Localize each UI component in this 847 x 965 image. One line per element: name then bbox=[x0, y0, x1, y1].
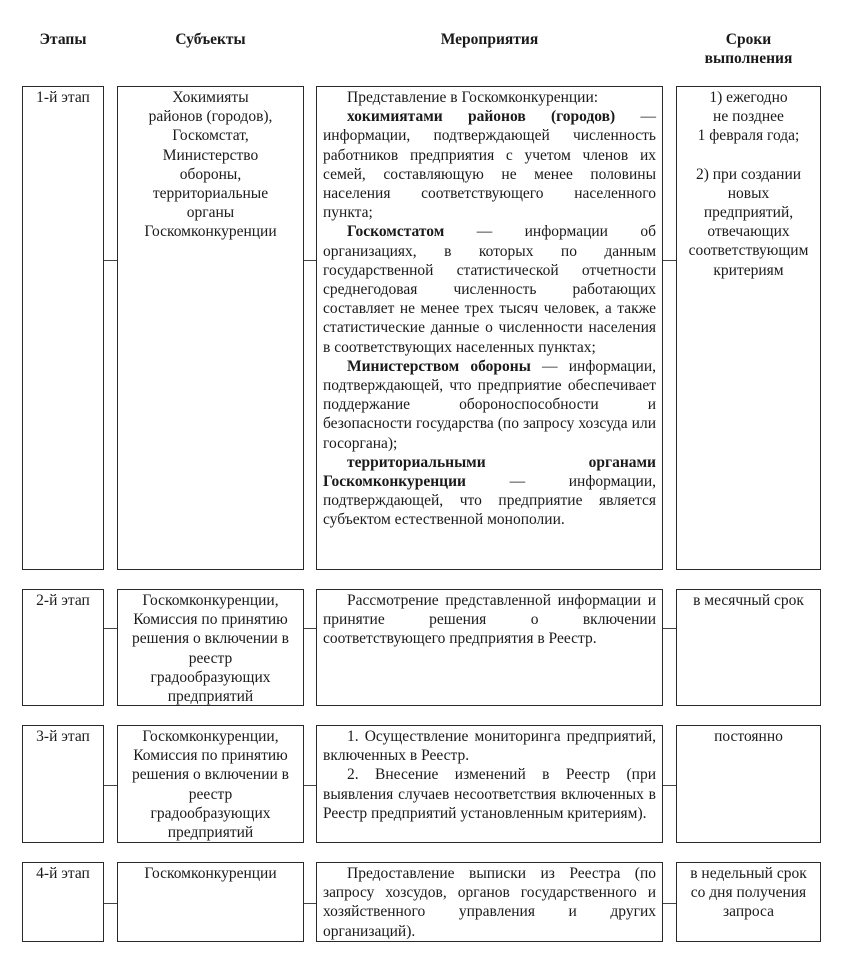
measures-1-item-actor: хокимиятами районов (городов) bbox=[347, 108, 616, 126]
subject-2-line: решения о включении в bbox=[132, 630, 289, 648]
subject-1-line: Госкомконкуренции bbox=[144, 223, 277, 241]
connector-measures4-deadline4 bbox=[663, 903, 676, 904]
subject-4-box bbox=[117, 862, 304, 942]
deadline-1-box bbox=[676, 86, 821, 570]
subject-2-line: предприятий bbox=[167, 688, 254, 706]
deadline-3-text: постоянно bbox=[714, 728, 783, 745]
deadline-4-line: в недельный срок bbox=[690, 865, 807, 882]
subject-2-line: Комиссия по принятию bbox=[133, 611, 288, 629]
stage-2-box bbox=[22, 589, 104, 706]
subject-1-box bbox=[117, 86, 304, 570]
stage-3-box bbox=[22, 725, 104, 843]
stage-4-box bbox=[22, 862, 104, 942]
deadline-4-line: запроса bbox=[723, 903, 774, 921]
header-subjects: Субъекты bbox=[175, 31, 246, 48]
connector-stage2-subject2 bbox=[104, 628, 117, 629]
measures-1-box bbox=[316, 86, 663, 570]
measures-4-text: Предоставление выписки из Реестра (по запросу хозсудов, органов государственного и хозяйственного управления и других организаций). bbox=[323, 865, 656, 940]
measures-1-intro: Представление в Госкомконкуренции: bbox=[347, 89, 599, 106]
measures-3-item: 1. Осуществление мониторинга предприятий, включенных в Реестр. bbox=[323, 728, 656, 765]
subject-2-line: реестр bbox=[188, 649, 233, 667]
subject-3-line: реестр bbox=[188, 785, 233, 803]
stage-3-label: 3-й этап bbox=[36, 728, 90, 745]
measures-1-item bbox=[323, 222, 656, 356]
header-measures: Мероприятия bbox=[440, 31, 539, 48]
stage-4-label: 4-й этап bbox=[36, 865, 90, 882]
deadline-1-line: 2) при создании bbox=[695, 165, 802, 183]
header-deadlines-line2: выполнения bbox=[704, 50, 793, 67]
measures-1-item-text: — информации об организациях, в которых по данным государственной статистической отчетности среднегодовая численность работающих составляет не менее трех тысяч человек, а также статистические данные о численности населения в соответствующих населенных пунктах; bbox=[323, 223, 656, 356]
subject-1-line: Хокимияты bbox=[172, 89, 249, 106]
measures-3-box bbox=[316, 725, 663, 843]
header-deadlines bbox=[676, 30, 821, 68]
connector-measures3-deadline3 bbox=[663, 785, 676, 786]
deadline-1-line: критериям bbox=[713, 261, 784, 279]
subject-2-line: градообразующих bbox=[150, 668, 271, 686]
subject-1-line: обороны, bbox=[179, 165, 242, 183]
header-stages: Этапы bbox=[39, 31, 87, 48]
deadline-4-box bbox=[676, 862, 821, 942]
connector-subject4-measures4 bbox=[304, 903, 316, 904]
deadline-2-box bbox=[676, 589, 821, 706]
connector-stage3-subject3 bbox=[104, 785, 117, 786]
measures-1-item-text: — информации, подтверждающей численность работников предприятия с учетом членов их семей, составляющую не менее половины населения соответствующего населенного пункта; bbox=[323, 108, 656, 222]
measures-1-item bbox=[323, 453, 656, 530]
measures-1-item bbox=[323, 107, 656, 222]
connector-stage1-subject1 bbox=[104, 260, 117, 261]
connector-subject3-measures3 bbox=[304, 785, 316, 786]
subject-1-line: районов (городов), bbox=[148, 108, 273, 126]
subject-3-line: градообразующих bbox=[150, 804, 271, 822]
subject-2-box bbox=[117, 589, 304, 706]
measures-1-item-actor: Госкомстатом bbox=[347, 223, 445, 241]
deadline-1-line: предприятий, bbox=[703, 204, 794, 222]
measures-3-item: 2. Внесение изменений в Реестр (при выявления случаев несоответствия включенных в Реестр предприятий установленным критериям). bbox=[323, 766, 656, 822]
subject-2-line: Госкомконкуренции, bbox=[142, 592, 279, 609]
subject-3-line: предприятий bbox=[167, 824, 254, 842]
subject-3-line: решения о включении в bbox=[132, 766, 289, 784]
connector-stage4-subject4 bbox=[104, 903, 117, 904]
measures-2-box bbox=[316, 589, 663, 706]
connector-measures1-deadline1 bbox=[663, 260, 676, 261]
subject-3-line: Госкомконкуренции, bbox=[142, 728, 279, 745]
subject-1-line: Госкомстат, bbox=[172, 127, 249, 145]
measures-1-item bbox=[323, 357, 656, 453]
stage-1-label: 1-й этап bbox=[36, 89, 90, 106]
deadline-1-line: соответствующим bbox=[688, 242, 809, 260]
subject-1-line: органы bbox=[186, 204, 235, 222]
connector-subject2-measures2 bbox=[304, 628, 316, 629]
deadline-2-text: в месячный срок bbox=[693, 592, 804, 609]
measures-1-item-text: — информации, подтверждающей, что предприятие является субъектом естественной монополии. bbox=[323, 473, 656, 529]
measures-1-item-actor: территориальными органами Госкомконкуренции bbox=[323, 453, 656, 491]
subject-3-box bbox=[117, 725, 304, 843]
deadline-1-line: отвечающих bbox=[707, 223, 790, 241]
deadline-3-box bbox=[676, 725, 821, 843]
connector-subject1-measures1 bbox=[304, 260, 316, 261]
subject-1-line: территориальные bbox=[152, 185, 269, 203]
measures-1-item-text: — информации, подтверждающей, что предприятие обеспечивает поддержание обороноспособности и безопасности государства (по запросу хозсуда или госоргана); bbox=[323, 357, 656, 452]
deadline-1-line: не позднее bbox=[713, 108, 784, 126]
deadline-1-line: новых bbox=[727, 184, 770, 202]
measures-2-text: Рассмотрение представленной информации и принятие решения о включении соответствующего предприятия в Реестр. bbox=[323, 592, 656, 648]
deadline-1-line: 1) ежегодно bbox=[709, 89, 788, 106]
header-deadlines-line1: Сроки bbox=[725, 31, 772, 48]
measures-1-item-actor: Министерством обороны bbox=[347, 357, 531, 375]
stage-2-label: 2-й этап bbox=[36, 592, 90, 609]
deadline-1-line: 1 февраля года; bbox=[697, 127, 800, 145]
subject-3-line: Комиссия по принятию bbox=[133, 747, 288, 765]
connector-measures2-deadline2 bbox=[663, 628, 676, 629]
subject-1-line: Министерство bbox=[162, 146, 259, 164]
subject-4-line: Госкомконкуренции bbox=[144, 865, 277, 882]
stage-1-box bbox=[22, 86, 104, 570]
deadline-4-line: со дня получения bbox=[690, 884, 807, 902]
measures-4-box bbox=[316, 862, 663, 942]
